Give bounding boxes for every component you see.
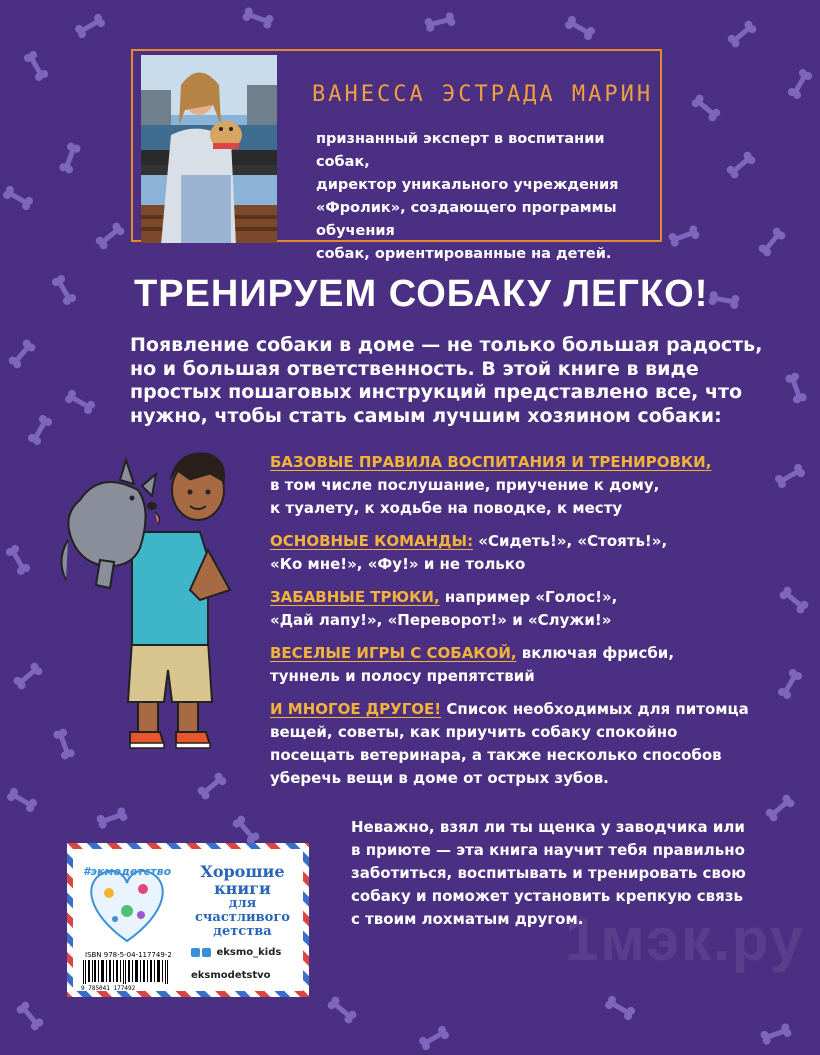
outro-line: с твоим лохматым другом. [351,910,584,928]
feature-inline-text: «Сидеть!», «Стоять!», [473,532,668,550]
watermark: 1мэк.ру [565,906,806,973]
stamp-heading [185,863,300,939]
telegram-icon [202,948,211,957]
book-title: ТРЕНИРУЕМ СОБАКУ ЛЕГКО! [134,273,709,315]
feature-item [270,451,780,520]
boy-with-dog-illustration [60,440,260,760]
feature-heading: И МНОГОЕ ДРУГОЕ! [270,700,442,718]
feature-heading: ЗАБАВНЫЕ ТРЮКИ, [270,588,440,606]
outro-line: в приюте — эта книга научит тебя правильно [351,841,745,859]
author-bio [316,128,646,266]
stamp-heading-line: детства [213,924,272,939]
outro-line: Неважно, взял ли ты щенка у заводчика или [351,818,745,836]
feature-line: «Дай лапу!», «Переворот!» и «Служи!» [270,611,612,629]
author-name: ВАНЕССА ЭСТРАДА МАРИН [312,82,654,107]
stamp-heading-line: для счастливого [195,896,290,925]
intro-paragraph [130,334,770,428]
intro-line: простых пошаговых инструкций представлено все, что [130,381,743,403]
feature-inline-text: например «Голос!», [439,588,618,606]
stamp-heading-line: Хорошие [200,862,285,881]
vk-icon [191,948,200,957]
feature-line: посещать ветеринара, а также несколько способов [270,746,722,764]
social-vk-telegram [191,947,281,958]
intro-line: но и большая ответственность. В этой книге в виде [130,357,699,380]
feature-item [270,642,780,688]
feature-inline-text: включая фрисби, [516,644,675,662]
logo-hashtag: #экмодетство [82,865,172,878]
feature-heading: ВЕСЕЛЫЕ ИГРЫ С СОБАКОЙ, [270,644,517,662]
feature-item [270,586,780,632]
outro-line: заботиться, воспитывать и тренировать свою [351,864,746,882]
features-list [270,451,780,800]
stamp-heading-line: книги [214,879,271,898]
feature-line: в том числе послушание, приучение к дому, [270,476,660,494]
isbn: ISBN 978-5-04-117749-2 [85,951,172,959]
feature-line: уберечь вещи в доме от острых зубов. [270,769,609,787]
feature-line: к туалету, к ходьбе на поводке, к месту [270,499,623,517]
author-bio-line: признанный эксперт в воспитании собак, [316,131,605,170]
feature-line: «Ко мне!», «Фу!» и не только [270,555,526,573]
author-bio-line: директор уникального учреждения [316,177,619,193]
feature-item [270,530,780,576]
feature-heading: БАЗОВЫЕ ПРАВИЛА ВОСПИТАНИЯ И ТРЕНИРОВКИ, [270,453,712,471]
barcode [79,960,179,990]
barcode-digits: 9 785041 177492 [81,985,136,990]
feature-inline-text: Список необходимых для питомца [441,700,749,718]
intro-line: Появление собаки в доме — не только большая радость, [130,334,763,356]
feature-item [270,698,780,790]
feature-line: вещей, советы, как приучить собаку спокойно [270,723,678,741]
outro-line: собаку и поможет установить крепкую связь [351,887,743,905]
feature-line: туннель и полосу препятствий [270,667,535,685]
author-bio-line: собак, ориентированные на детей. [316,246,612,262]
social-site: eksmodetstvo [191,970,271,981]
publisher-stamp [67,843,309,997]
author-photo [141,55,277,243]
social-handle: eksmo_kids [216,947,282,958]
intro-line: нужно, чтобы стать самым лучшим хозяином собаки: [130,404,722,427]
feature-heading: ОСНОВНЫЕ КОМАНДЫ: [270,532,474,550]
author-bio-line: «Фролик», создающего программы обучения [316,200,617,239]
